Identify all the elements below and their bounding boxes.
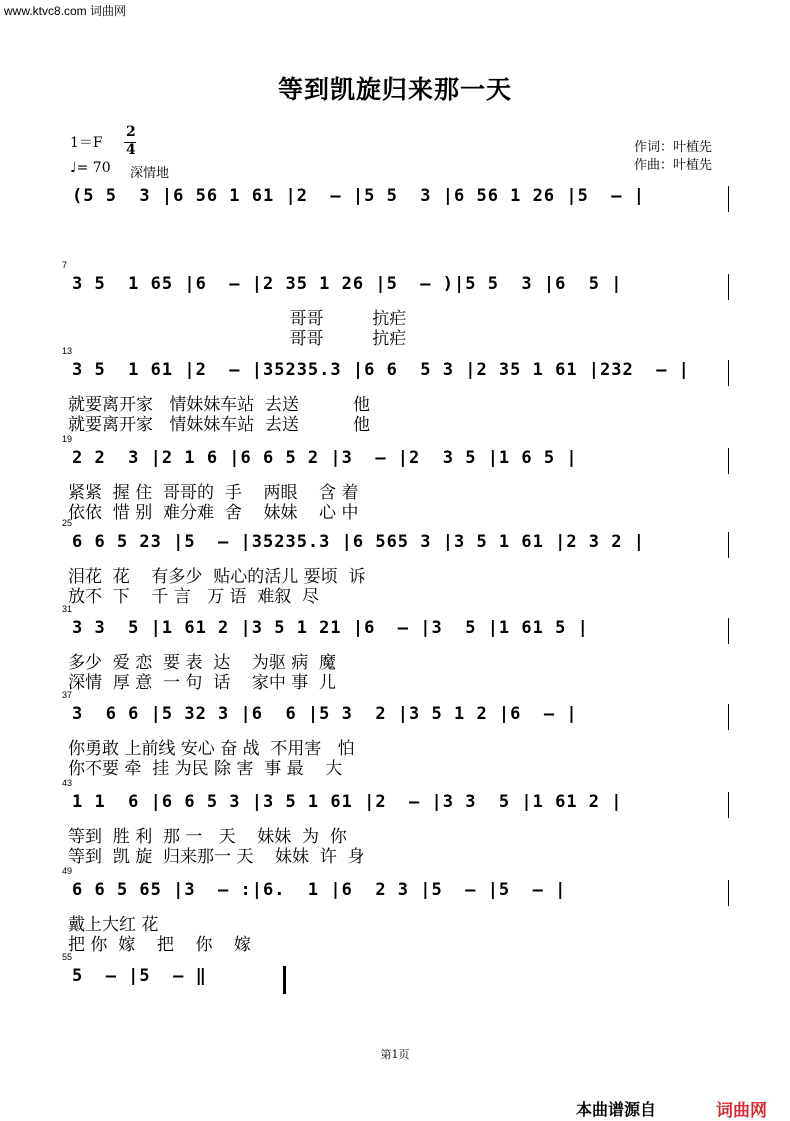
composer-credit: 作曲：叶植先	[634, 158, 713, 173]
notation-line: 3 5 1 61 |2 – |35235.3 |6 6 5 3 |2 35 1 61 |232 – |	[72, 360, 690, 380]
measure-number: 37	[62, 690, 73, 700]
key-signature: 1＝F	[70, 135, 103, 151]
measure-number: 7	[62, 260, 68, 270]
system-end-barline	[728, 274, 729, 300]
song-title: 等到凯旋归来那一天	[277, 75, 512, 104]
lyric-verse-1: 紧紧 握 住 哥哥的 手 两眼 含 着	[68, 483, 359, 503]
lyric-verse-1: 泪花 花 有多少 贴心的活儿 要顷 诉	[68, 567, 366, 587]
notation-line: 3 6 6 |5 32 3 |6 6 |5 3 2 |3 5 1 2 |6 – |	[72, 704, 578, 724]
lyric-verse-1: 等到 胜 利 那 一 天 妹妹 为 你	[68, 827, 347, 847]
measure-number: 13	[62, 346, 73, 356]
expression-marking: 深情地	[130, 166, 170, 181]
notation-line: (5 5 3 |6 56 1 61 |2 – |5 5 3 |6 56 1 26 |5 – |	[72, 186, 645, 206]
lyric-verse-1: 多少 爱 恋 要 表 达 为驱 病 魔	[68, 653, 337, 673]
system-end-barline	[728, 448, 729, 474]
lyric-verse-1: 就要离开家 情妹妹车站 去送 他	[68, 395, 371, 415]
system-end-barline	[728, 880, 729, 906]
lyric-verse-2: 你不要 牵 挂 为民 除 害 事 最 大	[68, 759, 343, 779]
notation-line: 5 – |5 – ‖	[72, 966, 207, 986]
system-end-barline	[728, 704, 729, 730]
system-end-barline	[728, 792, 729, 818]
lyric-verse-1: 你勇敢 上前线 安心 奋 战 不用害 怕	[68, 739, 355, 759]
source-logo: 词曲网	[716, 1101, 767, 1121]
lyric-verse-2: 深情 厚 意 一 句 话 家中 事 儿	[68, 673, 337, 693]
measure-number: 31	[62, 604, 73, 614]
measure-number: 43	[62, 778, 73, 788]
notation-line: 1 1 6 |6 6 5 3 |3 5 1 61 |2 – |3 3 5 |1 61 2 |	[72, 792, 623, 812]
system-end-barline	[728, 360, 729, 386]
measure-number: 55	[62, 952, 73, 962]
measure-number: 19	[62, 434, 73, 444]
time-signature-top: 2	[126, 124, 136, 140]
notation-line: 3 5 1 65 |6 – |2 35 1 26 |5 – )|5 5 3 |6 5 |	[72, 274, 623, 294]
final-barline	[283, 966, 286, 994]
notation-line: 6 6 5 65 |3 – :|6. 1 |6 2 3 |5 – |5 – |	[72, 880, 567, 900]
page-number: 第1页	[380, 1048, 410, 1061]
lyric-verse-2: 把 你 嫁 把 你 嫁	[68, 935, 252, 955]
source-text: 本曲谱源自	[576, 1100, 657, 1119]
system-end-barline	[728, 186, 729, 212]
notation-line: 3 3 5 |1 61 2 |3 5 1 21 |6 – |3 5 |1 61 5 |	[72, 618, 589, 638]
measure-number: 25	[62, 518, 73, 528]
lyric-verse-2: 哥哥 抗疟	[68, 329, 407, 349]
lyric-verse-2: 放不 下 千 言 万 语 难叙 尽	[68, 587, 320, 607]
lyric-verse-2: 依依 惜 别 难分难 舍 妹妹 心 中	[68, 503, 359, 523]
lyricist-credit: 作词：叶植先	[634, 140, 713, 155]
notation-line: 6 6 5 23 |5 – |35235.3 |6 565 3 |3 5 1 61 |2 3 2 |	[72, 532, 645, 552]
lyric-verse-1: 哥哥 抗疟	[68, 309, 407, 329]
measure-number: 49	[62, 866, 73, 876]
time-signature-bottom: 4	[126, 142, 136, 158]
tempo-marking: ♩= 70	[70, 160, 111, 176]
lyric-verse-2: 等到 凯 旋 归来那一 天 妹妹 许 身	[68, 847, 365, 867]
system-end-barline	[728, 532, 729, 558]
lyric-verse-2: 就要离开家 情妹妹车站 去送 他	[68, 415, 371, 435]
notation-line: 2 2 3 |2 1 6 |6 6 5 2 |3 – |2 3 5 |1 6 5 |	[72, 448, 578, 468]
lyric-verse-1: 戴上大红 花	[68, 915, 159, 935]
system-end-barline	[728, 618, 729, 644]
watermark-url: www.ktvc8.com 词曲网	[4, 4, 127, 18]
